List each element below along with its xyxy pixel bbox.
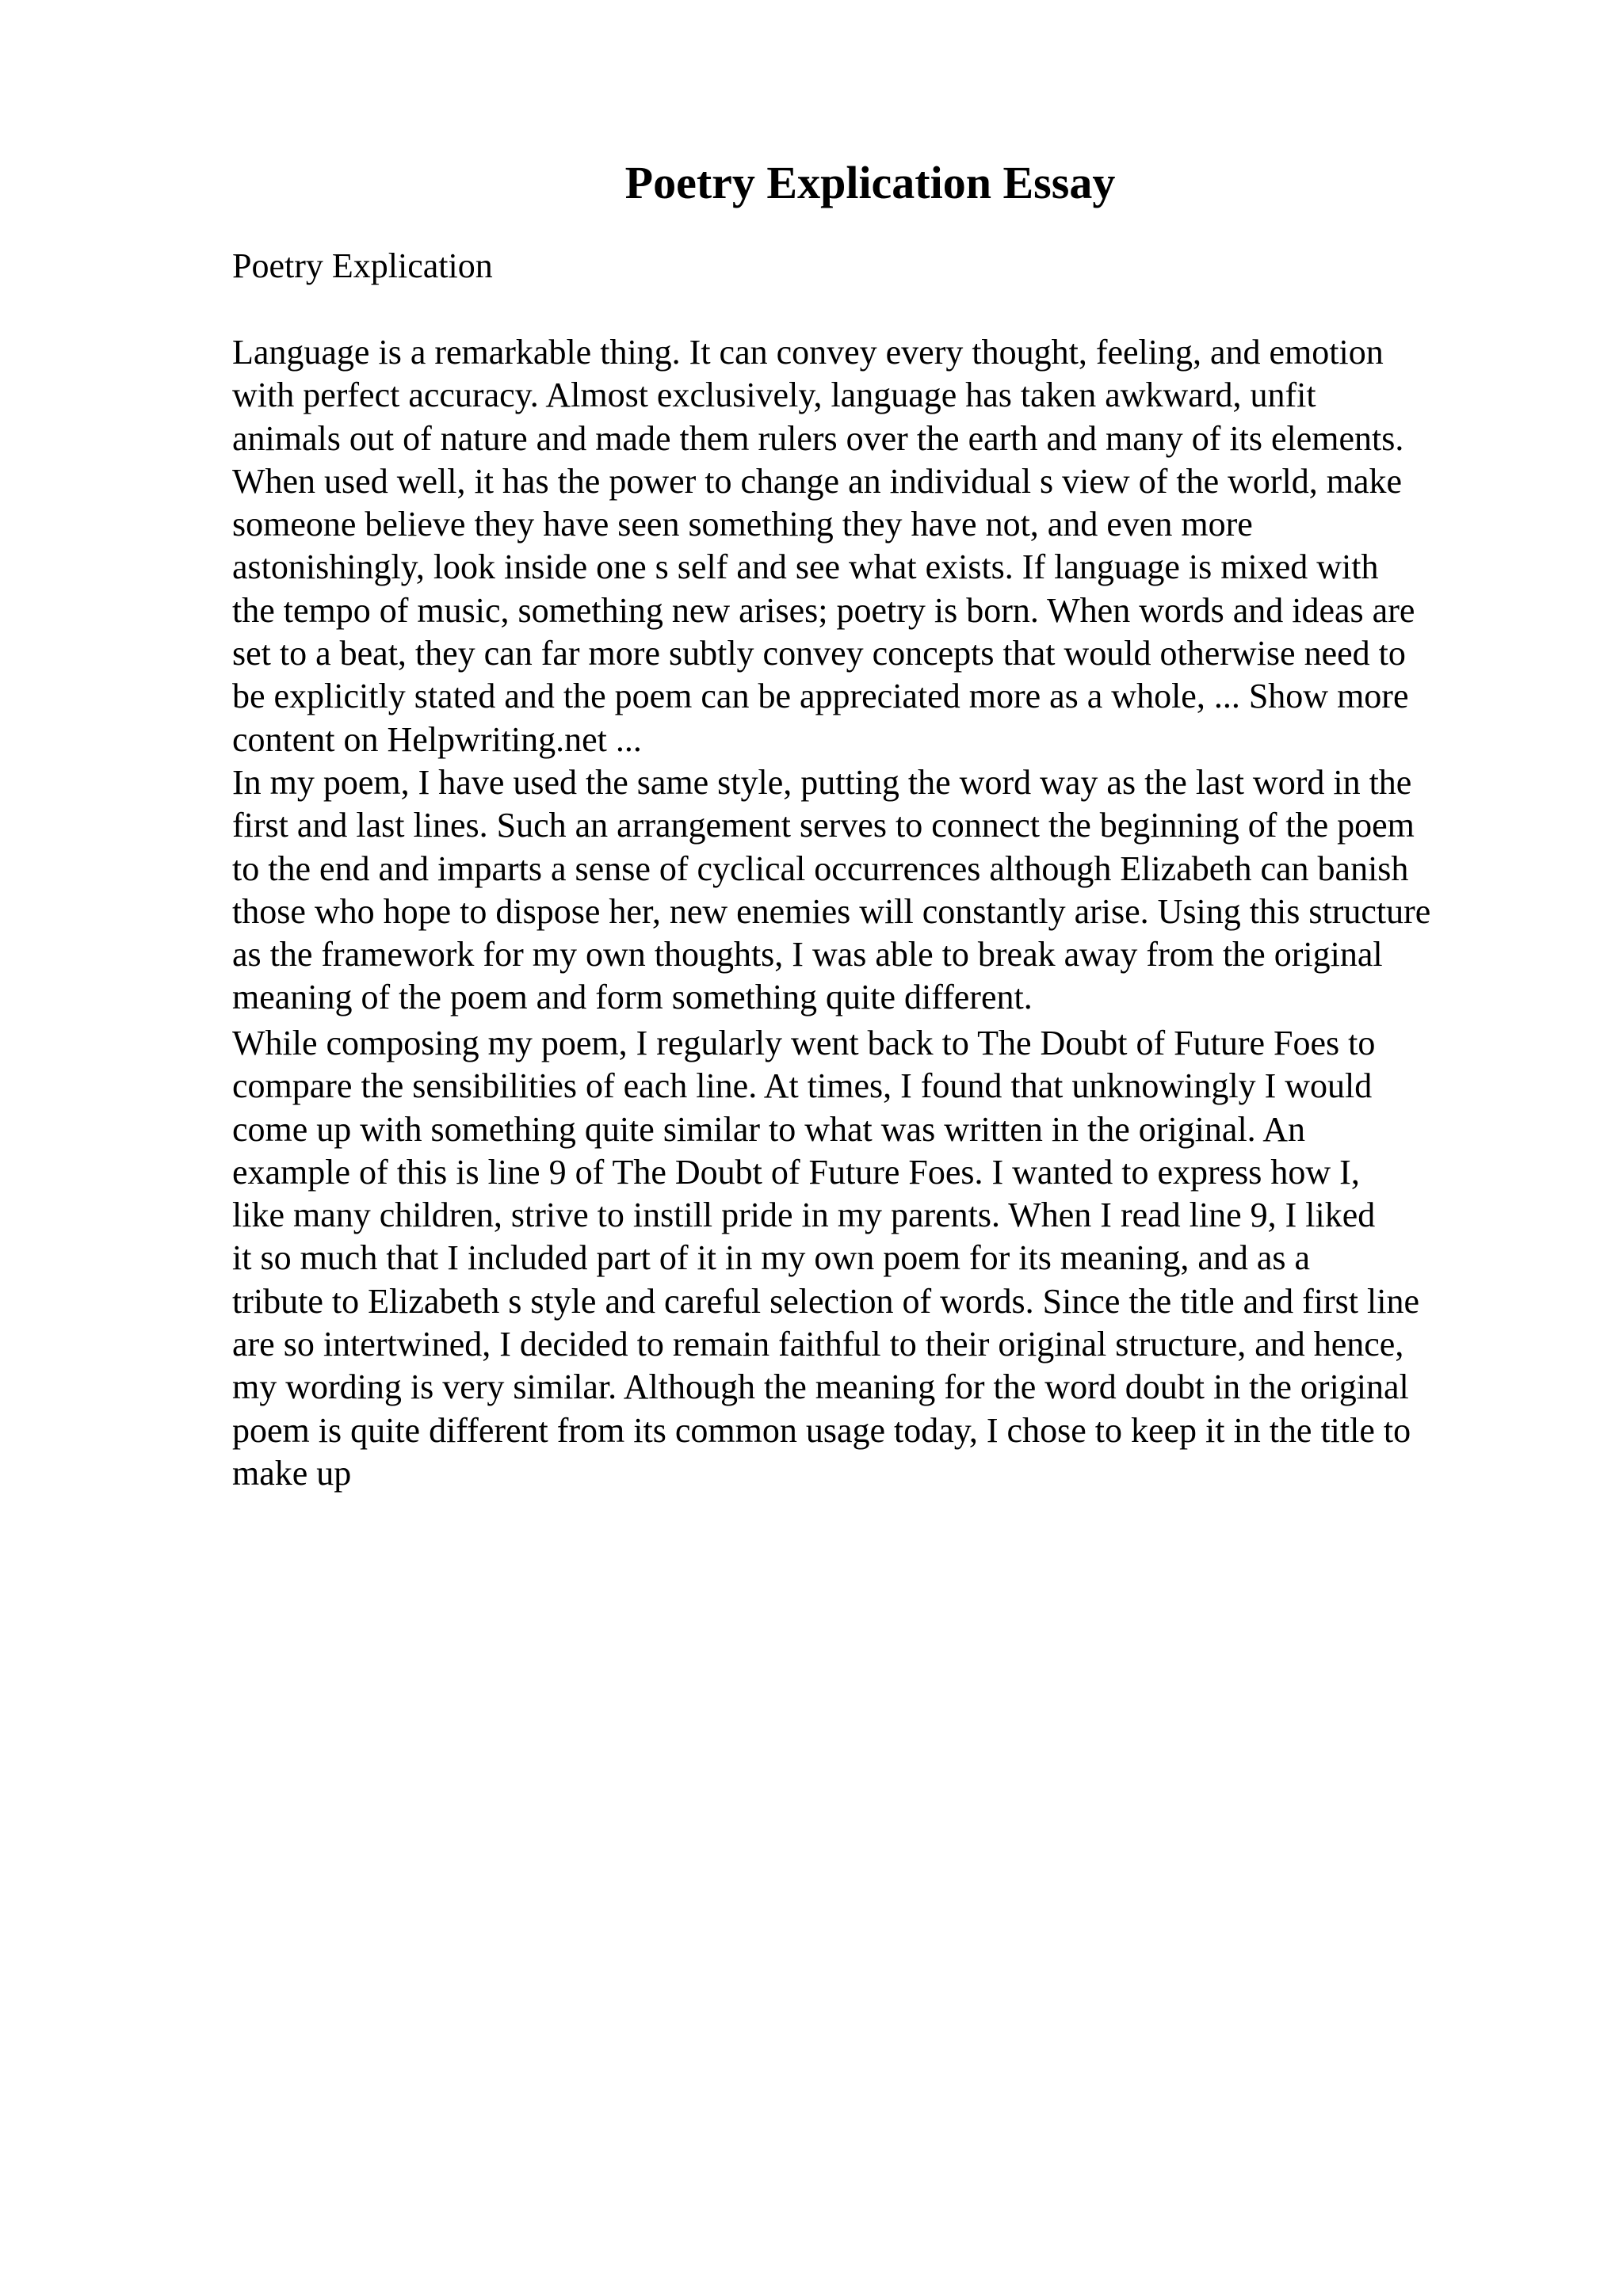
text-line: set to a beat, they can far more subtly convey concepts that would otherwise need to	[232, 634, 1406, 673]
text-line: the tempo of music, something new arises; poetry is born. When words and ideas are	[232, 590, 1415, 630]
text-line: make up	[232, 1453, 352, 1493]
text-line: compare the sensibilities of each line. At times, I found that unknowingly I would	[232, 1066, 1373, 1106]
text-line: with perfect accuracy. Almost exclusively, language has taken awkward, unfit	[232, 376, 1316, 415]
text-line: When used well, it has the power to change an individual s view of the world, make	[232, 461, 1403, 501]
text-line: content on Helpwriting.net ...	[232, 719, 642, 759]
text-line: example of this is line 9 of The Doubt of Future Foes. I wanted to express how I,	[232, 1152, 1360, 1192]
text-line: In my poem, I have used the same style, putting the word way as the last word in the	[232, 762, 1412, 802]
text-line: my wording is very similar. Although the meaning for the word doubt in the original	[232, 1367, 1409, 1407]
text-line: animals out of nature and made them rulers over the earth and many of its elements.	[232, 418, 1404, 458]
text-line: come up with something quite similar to what was written in the original. An	[232, 1109, 1306, 1149]
document-subtitle: Poetry Explication	[232, 246, 493, 285]
text-line: as the framework for my own thoughts, I was able to break away from the original	[232, 935, 1383, 974]
paragraph-block-1	[232, 331, 1532, 1020]
text-line: are so intertwined, I decided to remain faithful to their original structure, and hence,	[232, 1325, 1404, 1364]
text-line: it so much that I included part of it in my own poem for its meaning, and as a	[232, 1238, 1311, 1278]
text-line: While composing my poem, I regularly went back to The Doubt of Future Foes to	[232, 1024, 1376, 1062]
text-line: someone believe they have seen something they have not, and even more	[232, 505, 1253, 544]
text-line: those who hope to dispose her, new enemies will constantly arise. Using this structure	[232, 891, 1431, 931]
text-line: Language is a remarkable thing. It can convey every thought, feeling, and emotion	[232, 333, 1384, 372]
text-line: poem is quite different from its common usage today, I chose to keep it in the title to	[232, 1410, 1411, 1450]
text-line: first and last lines. Such an arrangement serves to connect the beginning of the poem	[232, 806, 1415, 845]
document-title: Poetry Explication Essay	[624, 157, 1116, 208]
text-line: be explicitly stated and the poem can be appreciated more as a whole, ... Show more	[232, 677, 1409, 716]
text-line: tribute to Elizabeth s style and careful selection of words. Since the title and first line	[232, 1281, 1419, 1321]
text-line: astonishingly, look inside one s self and see what exists. If language is mixed with	[232, 547, 1379, 587]
paragraph-block-2	[232, 1022, 1532, 1495]
text-line: meaning of the poem and form something quite different.	[232, 978, 1033, 1017]
text-line: like many children, strive to instill pride in my parents. When I read line 9, I liked	[232, 1196, 1376, 1235]
text-line: to the end and imparts a sense of cyclical occurrences although Elizabeth can banish	[232, 849, 1409, 888]
